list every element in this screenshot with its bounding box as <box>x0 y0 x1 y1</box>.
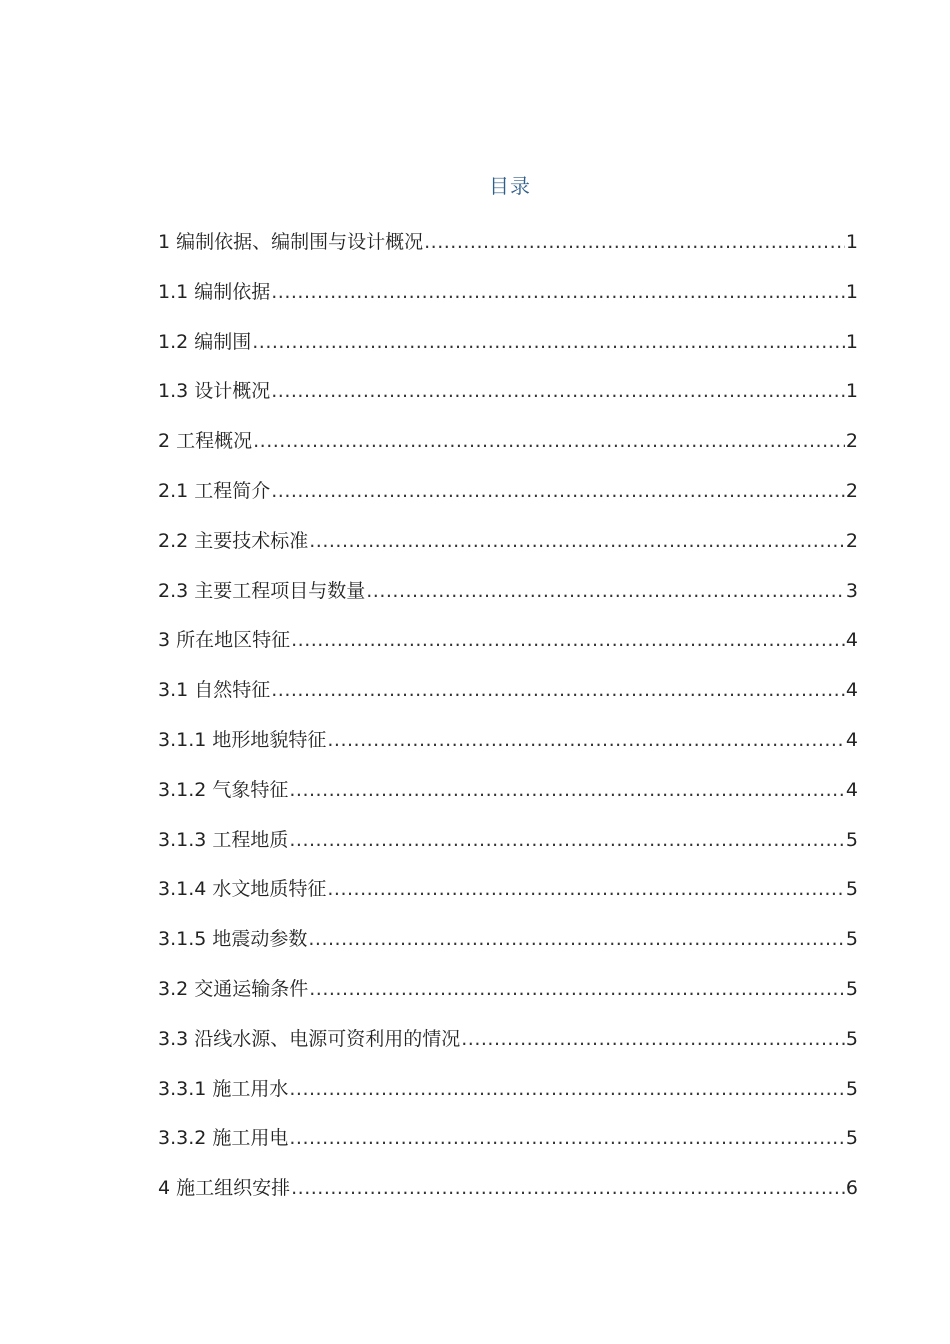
toc-leader-dots <box>253 421 845 461</box>
toc-page-number: 3 <box>845 579 858 602</box>
toc-entry-text: 1.2 编制围 <box>158 330 252 353</box>
toc-entry-text: 3.1.3 工程地质 <box>158 828 289 851</box>
toc-entry-text: 3.1.2 气象特征 <box>158 778 289 801</box>
toc-leader-dots <box>308 919 845 959</box>
toc-leader-dots <box>327 869 845 909</box>
toc-entry[interactable] <box>158 670 858 720</box>
toc-page-number: 5 <box>845 1077 858 1100</box>
toc-entry-text: 2.3 主要工程项目与数量 <box>158 579 366 602</box>
toc-entry[interactable] <box>158 571 858 621</box>
toc-entry-text: 2.1 工程简介 <box>158 479 271 502</box>
toc-page-number: 5 <box>845 1127 858 1150</box>
toc-page-number: 4 <box>845 629 858 652</box>
toc-page-number: 4 <box>845 778 858 801</box>
toc-leader-dots <box>271 371 845 411</box>
toc-entry[interactable] <box>158 521 858 571</box>
toc-leader-dots <box>309 969 845 1009</box>
toc-entry-text: 1 编制依据、编制围与设计概况 <box>158 231 424 253</box>
toc-page-number: 1 <box>845 380 858 403</box>
toc-leader-dots <box>291 620 845 660</box>
toc-page-number: 4 <box>845 728 858 751</box>
toc-entry[interactable] <box>158 421 858 471</box>
toc-page-number: 2 <box>845 430 858 453</box>
toc-entry[interactable] <box>158 820 858 870</box>
toc-entry[interactable] <box>158 1019 858 1069</box>
toc-entry[interactable] <box>158 770 858 820</box>
toc-entry[interactable] <box>158 1069 858 1119</box>
toc-entry[interactable] <box>158 322 858 372</box>
toc-page-number: 2 <box>845 479 858 502</box>
toc-leader-dots <box>309 521 845 561</box>
toc-entry-text: 3.1 自然特征 <box>158 679 271 702</box>
toc-leader-dots <box>424 222 845 262</box>
toc-leader-dots <box>289 770 845 810</box>
toc-leader-dots <box>461 1019 845 1059</box>
toc-leader-dots <box>289 1118 845 1158</box>
toc-entry-text: 4 施工组织安排 <box>158 1177 291 1200</box>
toc-page-number: 5 <box>845 1027 858 1050</box>
toc-title: 目录 <box>489 174 531 198</box>
toc-leader-dots <box>366 571 845 611</box>
toc-page-number: 5 <box>845 878 858 901</box>
toc-leader-dots <box>271 670 845 710</box>
toc-entry[interactable] <box>158 919 858 969</box>
toc-entry-text: 3.3.1 施工用水 <box>158 1077 289 1100</box>
toc-leader-dots <box>271 272 845 312</box>
toc-entry[interactable] <box>158 969 858 1019</box>
toc-entry-text: 3 所在地区特征 <box>158 629 291 652</box>
toc-leader-dots <box>291 1168 845 1208</box>
toc-page-number: 5 <box>845 928 858 951</box>
toc-entry[interactable] <box>158 222 858 272</box>
toc-entry-text: 1.3 设计概况 <box>158 380 271 403</box>
toc-leader-dots <box>327 720 845 760</box>
toc-entry[interactable] <box>158 371 858 421</box>
toc-page-number: 1 <box>845 231 858 253</box>
toc-entry[interactable] <box>158 272 858 322</box>
toc-page-number: 1 <box>845 280 858 303</box>
toc-entry[interactable] <box>158 471 858 521</box>
toc-leader-dots <box>289 1069 845 1109</box>
toc-entry[interactable] <box>158 869 858 919</box>
toc-page-number: 5 <box>845 828 858 851</box>
toc-leader-dots <box>252 322 845 362</box>
toc-entry-text: 3.1.4 水文地质特征 <box>158 878 327 901</box>
toc-entry-text: 3.3.2 施工用电 <box>158 1127 289 1150</box>
toc-entry-text: 1.1 编制依据 <box>158 280 271 303</box>
toc-entry-text: 3.1.5 地震动参数 <box>158 928 308 951</box>
toc-page-number: 1 <box>845 330 858 353</box>
toc-entry-text: 2.2 主要技术标准 <box>158 529 309 552</box>
toc-page-number: 5 <box>845 977 858 1000</box>
toc-entry-text: 3.1.1 地形地貌特征 <box>158 728 327 751</box>
toc-page-number: 6 <box>845 1177 858 1200</box>
toc-entry[interactable] <box>158 720 858 770</box>
toc-entry-text: 3.3 沿线水源、电源可资利用的情况 <box>158 1027 461 1050</box>
toc-entry[interactable] <box>158 620 858 670</box>
toc-entry[interactable] <box>158 1168 858 1218</box>
toc-leader-dots <box>289 820 845 860</box>
toc-list <box>158 222 858 1218</box>
toc-leader-dots <box>271 471 845 511</box>
toc-page-number: 2 <box>845 529 858 552</box>
toc-page-number: 4 <box>845 679 858 702</box>
toc-entry-text: 2 工程概况 <box>158 430 253 453</box>
toc-entry-text: 3.2 交通运输条件 <box>158 977 309 1000</box>
toc-entry[interactable] <box>158 1118 858 1168</box>
